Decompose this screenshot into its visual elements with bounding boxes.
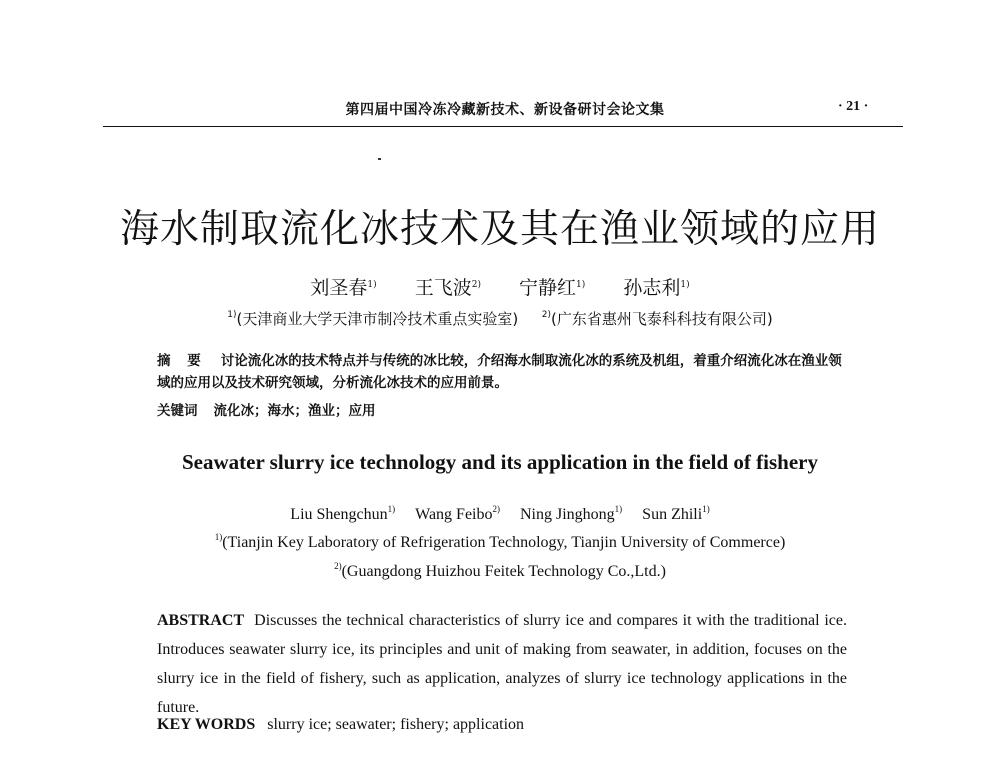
english-affiliation: $^{2)}$(Guangdong Huizhou Feitek Technology Co.,Ltd.) (334, 561, 666, 580)
header-rule (103, 126, 903, 127)
english-keywords-label: KEY WORDS (157, 716, 256, 733)
page-number: · 21 · (838, 99, 869, 114)
scan-speck (378, 158, 381, 160)
english-abstract-text: Discusses the technical characteristics of slurry ice and compares it with the traditional ice. Introduces seawater slurry ice, its principles and unit of making from seawater, in addition, focuses on the slurry ice in the field of fishery, such as application, analyzes of slurry ice technology applications in the future. (157, 612, 847, 716)
chinese-author: 宁静红$^{1)}$ (519, 277, 586, 299)
chinese-affiliation: $^{1)}$(天津商业大学天津市制冷技术重点实验室) (227, 310, 519, 328)
chinese-title: 海水制取流化冰技术及其在渔业领域的应用 (119, 207, 880, 252)
english-author: Ning Jinghong$^{1)}$ (520, 504, 623, 523)
chinese-keywords-label: 关键词 (157, 403, 198, 419)
english-author: Liu Shengchun$^{1)}$ (290, 504, 396, 523)
chinese-keywords-text: 流化冰；海水；渔业；应用 (213, 403, 376, 419)
english-keywords (157, 716, 847, 734)
chinese-author: 孙志利$^{1)}$ (623, 277, 690, 299)
chinese-affiliations (0, 308, 1000, 329)
english-author-list (0, 504, 1000, 524)
english-author: Wang Feibo$^{2)}$ (415, 504, 500, 523)
english-abstract (157, 606, 847, 722)
running-head (0, 99, 1000, 125)
english-author: Sun Zhili$^{1)}$ (642, 504, 710, 523)
chinese-author: 刘圣春$^{1)}$ (310, 277, 377, 299)
english-title: Seawater slurry ice technology and its application in the field of fishery (182, 450, 818, 474)
chinese-abstract-text: 讨论流化冰的技术特点并与传统的冰比较，介绍海水制取流化冰的系统及机组，着重介绍流化冰在渔业领域的应用以及技术研究领域，分析流化冰技术的应用前景。 (157, 353, 842, 391)
chinese-author-list (0, 273, 1000, 300)
english-affiliation: $^{1)}$(Tianjin Key Laboratory of Refrigeration Technology, Tianjin University of Commerce) (214, 532, 786, 551)
english-keywords-text: slurry ice; seawater; fishery; application (267, 716, 525, 733)
chinese-author: 王飞波$^{2)}$ (414, 277, 481, 299)
english-abstract-label: ABSTRACT (157, 612, 245, 629)
chinese-affiliation: $^{2)}$(广东省惠州飞泰科科技有限公司) (541, 310, 773, 328)
proceedings-title: 第四届中国冷冻冷藏新技术、新设备研讨会论文集 (345, 102, 665, 118)
chinese-keywords (157, 399, 847, 419)
chinese-abstract (157, 350, 847, 394)
chinese-abstract-label: 摘 要 (157, 353, 207, 369)
